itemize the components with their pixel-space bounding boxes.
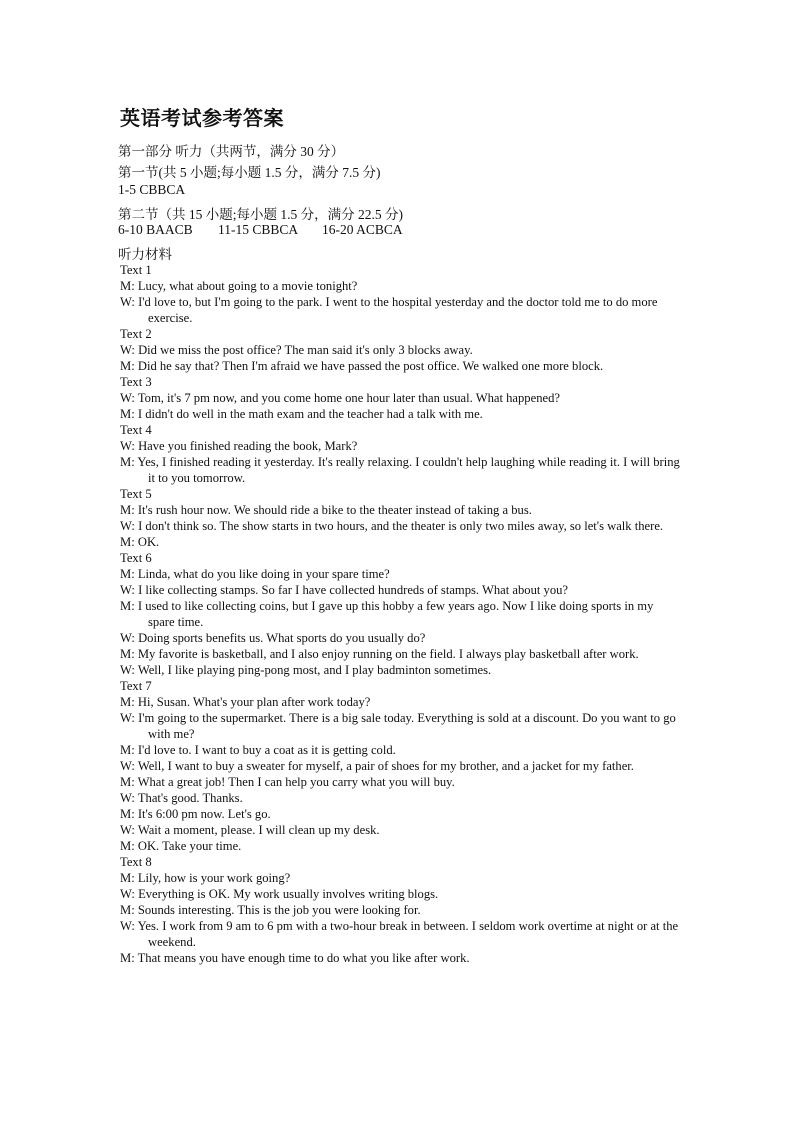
dialogue-line: M: Hi, Susan. What's your plan after work today? bbox=[120, 695, 371, 709]
dialogue-line: M: I didn't do well in the math exam and the teacher had a talk with me. bbox=[120, 407, 483, 421]
part1-header: 第一部分 听力（共两节，满分 30 分） bbox=[118, 144, 345, 159]
dialogue-line: W: Everything is OK. My work usually involves writing blogs. bbox=[120, 887, 439, 901]
dialogue-line: W: Did we miss the post office? The man said it's only 3 blocks away. bbox=[120, 343, 473, 357]
dialogue-line: W: Tom, it's 7 pm now, and you come home one hour later than usual. What happened? bbox=[120, 391, 560, 405]
text-label: Text 2 bbox=[120, 327, 152, 341]
dialogue-line: W: Have you finished reading the book, Mark? bbox=[120, 439, 358, 453]
section1-header: 第一节(共 5 小题;每小题 1.5 分，满分 7.5 分) bbox=[118, 165, 381, 180]
answers-16-20: 16-20 ACBCA bbox=[322, 222, 403, 237]
text-label: Text 8 bbox=[120, 855, 152, 869]
page-title: 英语考试参考答案 bbox=[120, 108, 284, 130]
text-label: Text 5 bbox=[120, 487, 152, 501]
dialogue-line: M: I'd love to. I want to buy a coat as it is getting cold. bbox=[120, 743, 396, 757]
answers-6-10: 6-10 BAACB bbox=[118, 222, 193, 237]
section2-header: 第二节（共 15 小题;每小题 1.5 分，满分 22.5 分) bbox=[118, 207, 403, 222]
text-label: Text 4 bbox=[120, 423, 152, 437]
dialogue-line: W: Doing sports benefits us. What sports do you usually do? bbox=[120, 631, 426, 645]
section2-answers bbox=[118, 222, 403, 238]
text-label: Text 6 bbox=[120, 551, 152, 565]
text-label: Text 7 bbox=[120, 679, 152, 693]
dialogue-line: M: It's rush hour now. We should ride a bike to the theater instead of taking a bus. bbox=[120, 503, 532, 517]
dialogue-line: M: My favorite is basketball, and I also enjoy running on the field. I always play basketball after work. bbox=[120, 647, 639, 661]
dialogue-line: M: OK. Take your time. bbox=[120, 839, 242, 853]
answers-11-15: 11-15 CBBCA bbox=[218, 222, 299, 237]
transcript bbox=[120, 262, 680, 966]
dialogue-line: M: That means you have enough time to do what you like after work. bbox=[120, 951, 470, 965]
dialogue-line: M: Linda, what do you like doing in your spare time? bbox=[120, 567, 390, 581]
dialogue-line: W: Well, I want to buy a sweater for myself, a pair of shoes for my brother, and a jacket for my father. bbox=[120, 759, 634, 773]
dialogue-line: W: I don't think so. The show starts in two hours, and the theater is only two miles away, so let's walk there. bbox=[120, 519, 664, 533]
dialogue-line: W: Wait a moment, please. I will clean up my desk. bbox=[120, 823, 380, 837]
text-label: Text 1 bbox=[120, 263, 152, 277]
dialogue-line: M: Sounds interesting. This is the job you were looking for. bbox=[120, 903, 421, 917]
dialogue-line: M: Did he say that? Then I'm afraid we have passed the post office. We walked one more block. bbox=[120, 359, 604, 373]
section1-answers: 1-5 CBBCA bbox=[118, 182, 186, 197]
text-label: Text 3 bbox=[120, 375, 152, 389]
dialogue-line: M: What a great job! Then I can help you carry what you will buy. bbox=[120, 775, 455, 789]
dialogue-line: M: Lily, how is your work going? bbox=[120, 871, 291, 885]
dialogue-line: W: Yes. I work from 9 am to 6 pm with a two-hour break in between. I seldom work overtime at night or at the weekend. bbox=[120, 919, 679, 949]
dialogue-line: W: Well, I like playing ping-pong most, and I play badminton sometimes. bbox=[120, 663, 492, 677]
dialogue-line: W: That's good. Thanks. bbox=[120, 791, 243, 805]
dialogue-line: M: Lucy, what about going to a movie tonight? bbox=[120, 279, 358, 293]
dialogue-line: M: OK. bbox=[120, 535, 160, 549]
dialogue-line: M: It's 6:00 pm now. Let's go. bbox=[120, 807, 271, 821]
dialogue-line: W: I like collecting stamps. So far I have collected hundreds of stamps. What about you? bbox=[120, 583, 569, 597]
dialogue-line: M: I used to like collecting coins, but I gave up this hobby a few years ago. Now I like doing sports in my spare time. bbox=[120, 599, 654, 629]
dialogue-line: W: I'd love to, but I'm going to the park. I went to the hospital yesterday and the doctor told me to do more exercise. bbox=[120, 295, 658, 325]
dialogue-line: W: I'm going to the supermarket. There is a big sale today. Everything is sold at a discount. Do you want to go with me? bbox=[120, 711, 676, 741]
dialogue-line: M: Yes, I finished reading it yesterday. It's really relaxing. I couldn't help laughing while reading it. I will bring it to you tomorrow. bbox=[120, 455, 680, 485]
materials-label: 听力材料 bbox=[118, 247, 172, 262]
